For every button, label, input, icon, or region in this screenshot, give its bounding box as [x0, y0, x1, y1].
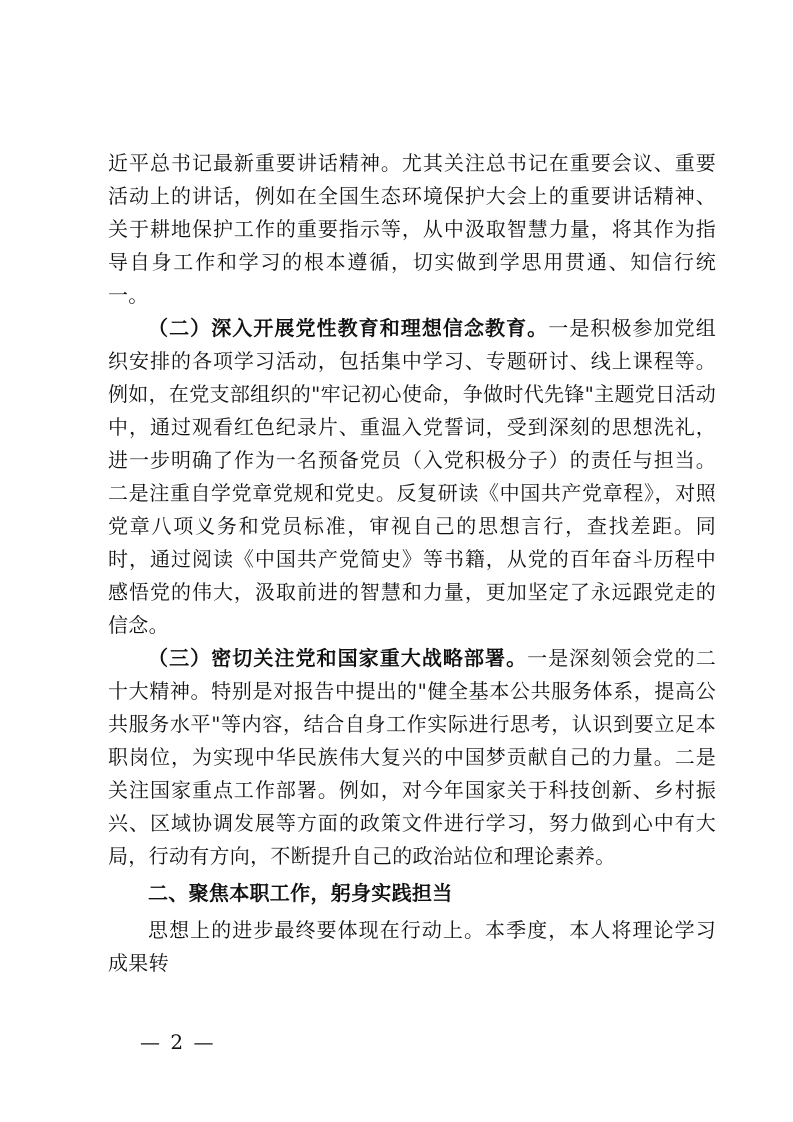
paragraph-body-2: 一是积极参加党组织安排的各项学习活动，包括集中学习、专题研讨、线上课程等。例如，在党支部组织的"牢记初心使命，争做时代先锋"主题党日活动中，通过观看红色纪录片、重温入党誓词，受到深刻的思想洗礼，进一步明确了作为一名预备党员（入党积极分子）的责任与担当。二是注重自学党章党规和党史。反复研读《中国共产党章程》，对照党章八项义务和党员标准，审视自己的思想言行，查找差距。同时，通过阅读《中国共产党简史》等书籍，从党的百年奋斗历程中感悟党的伟大，汲取前进的智慧和力量，更加坚定了永远跟党走的信念。	[108, 316, 717, 637]
paragraph-party-education	[108, 312, 716, 642]
paragraph-national-strategy	[108, 642, 716, 873]
paragraph-lead-3: （三）密切关注党和国家重大战略部署。	[148, 646, 528, 670]
document-body	[108, 147, 716, 980]
paragraph-lead-2: （二）深入开展党性教育和理想信念教育。	[148, 316, 549, 340]
paragraph-practice: 思想上的进步最终要体现在行动上。本季度，本人将理论学习成果转	[108, 918, 716, 975]
paragraph-body-3: 一是深刻领会党的二十大精神。特别是对报告中提出的"健全基本公共服务体系，提高公共服务水平"等内容，结合自身工作实际进行思考，认识到要立足本职岗位，为实现中华民族伟大复兴的中国梦贡献自己的力量。二是关注国家重点工作部署。例如，对今年国家关于科技创新、乡村振兴、区域协调发展等方面的政策文件进行学习，努力做到心中有大局，行动有方向，不断提升自己的政治站位和理论素养。	[108, 646, 716, 868]
paragraph-continued: 近平总书记最新重要讲话精神。尤其关注总书记在重要会议、重要活动上的讲话，例如在全国生态环境保护大会上的重要讲话精神、关于耕地保护工作的重要指示等，从中汲取智慧力量，将其作为指导自身工作和学习的根本遵循，切实做到学思用贯通、知信行统一。	[108, 151, 716, 307]
section-heading-2: 二、聚焦本职工作，躬身实践担当	[148, 881, 453, 905]
page-number: — 2 —	[140, 1030, 216, 1054]
